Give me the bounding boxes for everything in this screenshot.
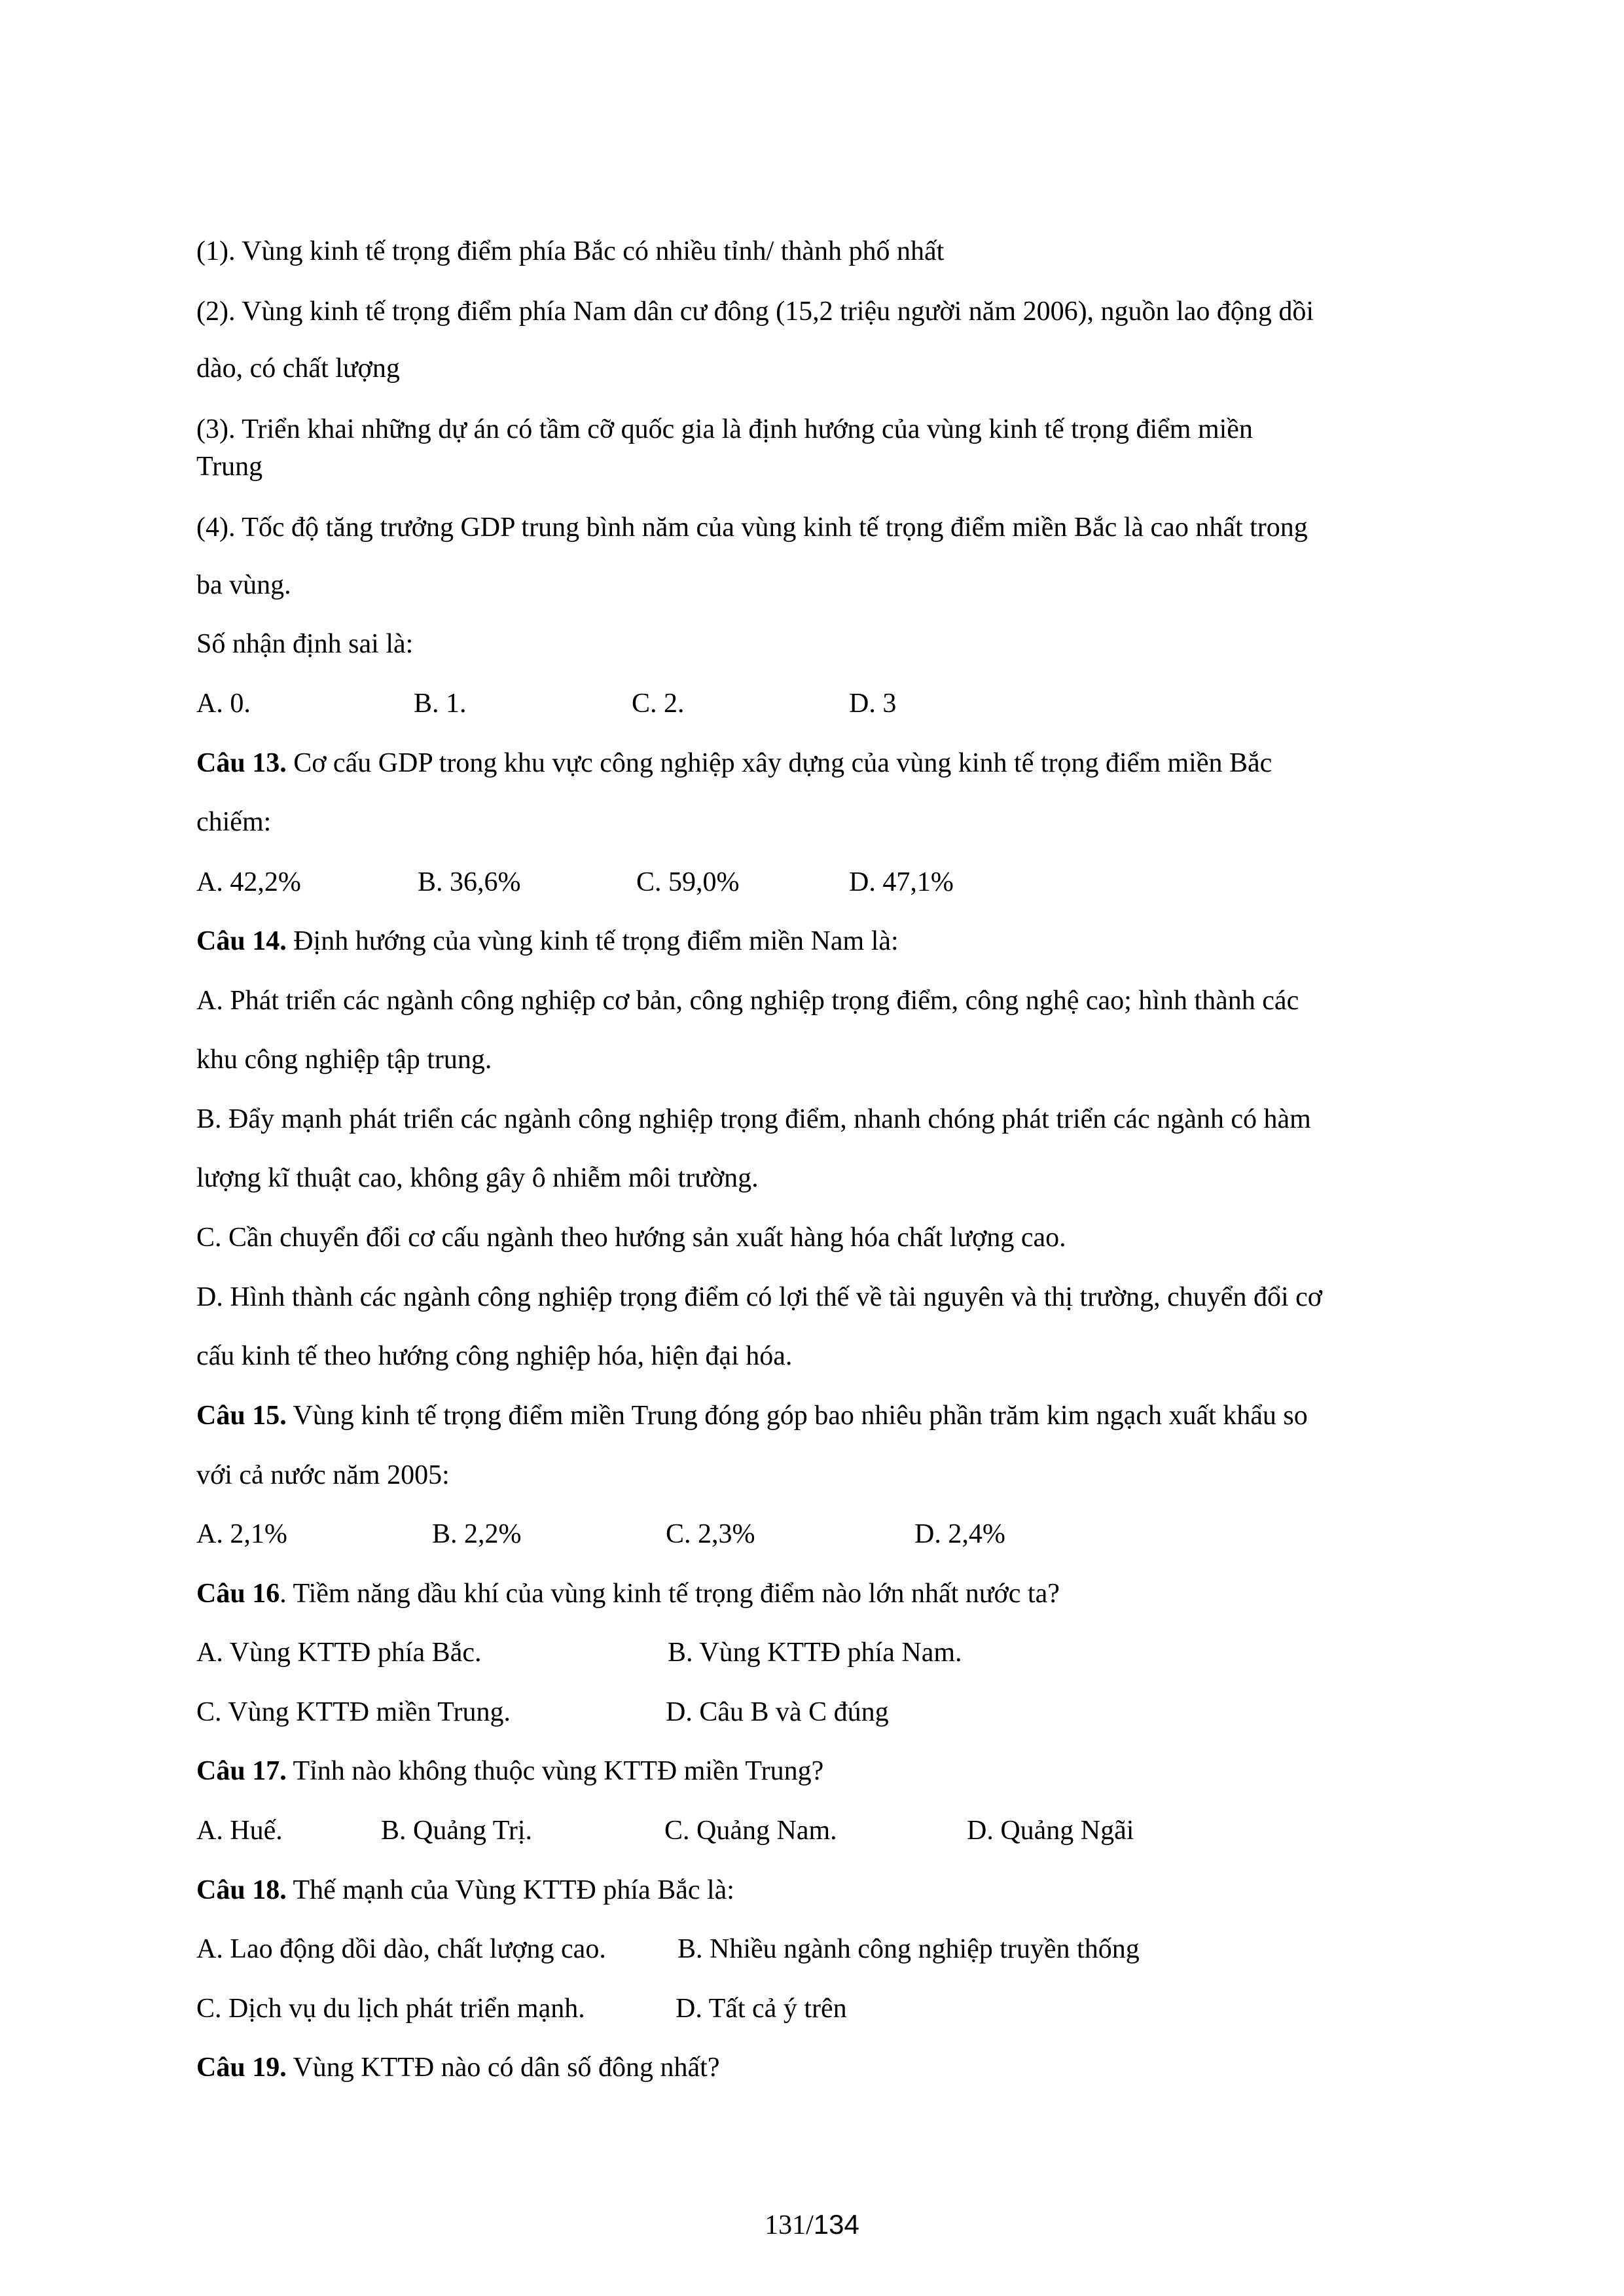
statements-option-b: B. 1. — [414, 689, 467, 719]
q15-option-a: A. 2,1% — [196, 1519, 287, 1549]
question-19-label: Câu 19. — [196, 2053, 287, 2083]
question-18 — [196, 1873, 734, 1907]
q14-option-d-line1: D. Hình thành các ngành công nghiệp trọng điểm có lợi thế về tài nguyên và thị trường, chuyển đổi cơ — [196, 1282, 1322, 1312]
question-17-label: Câu 17. — [196, 1756, 287, 1786]
question-13-text: Cơ cấu GDP trong khu vực công nghiệp xây dựng của vùng kinh tế trọng điểm miền Bắc — [286, 748, 1272, 778]
statements-option-c: C. 2. — [632, 689, 685, 719]
question-19 — [196, 2051, 719, 2085]
q14-option-d-line2: cấu kinh tế theo hướng công nghiệp hóa, hiện đại hóa. — [196, 1341, 793, 1371]
q17-option-d: D. Quảng Ngãi — [967, 1816, 1134, 1846]
q17-option-a: A. Huế. — [196, 1816, 283, 1846]
question-18-text: Thế mạnh của Vùng KTTĐ phía Bắc là: — [286, 1875, 734, 1905]
question-15 — [196, 1399, 1308, 1433]
statements-option-a: A. 0. — [196, 689, 251, 719]
question-15-label: Câu 15. — [196, 1401, 287, 1431]
q15-option-d: D. 2,4% — [914, 1519, 1005, 1549]
question-17 — [196, 1754, 823, 1788]
q17-option-c: C. Quảng Nam. — [664, 1816, 837, 1846]
statement-2-line1: (2). Vùng kinh tế trọng điểm phía Nam dân cư đông (15,2 triệu người năm 2006), nguồn lao động dồi — [196, 296, 1314, 327]
q14-option-c: C. Cần chuyển đổi cơ cấu ngành theo hướng sản xuất hàng hóa chất lượng cao. — [196, 1223, 1066, 1253]
statement-4-line1: (4). Tốc độ tăng trưởng GDP trung bình năm của vùng kinh tế trọng điểm miền Bắc là cao nhất trong — [196, 512, 1308, 543]
question-19-text: Vùng KTTĐ nào có dân số đông nhất? — [286, 2053, 720, 2083]
q14-option-a-line2: khu công nghiệp tập trung. — [196, 1045, 492, 1075]
q18-option-b: B. Nhiều ngành công nghiệp truyền thống — [677, 1934, 1140, 1964]
statements-option-d: D. 3 — [849, 689, 897, 719]
question-16 — [196, 1577, 1060, 1611]
q16-option-d: D. Câu B và C đúng — [666, 1697, 889, 1727]
q13-option-a: A. 42,2% — [196, 867, 301, 897]
q15-option-b: B. 2,2% — [432, 1519, 522, 1549]
statement-2-line2: dào, có chất lượng — [196, 353, 400, 384]
question-13-text-line2: chiếm: — [196, 807, 272, 837]
q17-option-b: B. Quảng Trị. — [381, 1816, 533, 1846]
question-16-text: . Tiềm năng dầu khí của vùng kinh tế trọng điểm nào lớn nhất nước ta? — [280, 1579, 1060, 1609]
q16-option-c: C. Vùng KTTĐ miền Trung. — [196, 1697, 511, 1727]
q18-option-d: D. Tất cả ý trên — [676, 1994, 847, 2024]
question-13 — [196, 746, 1272, 780]
q16-option-b: B. Vùng KTTĐ phía Nam. — [668, 1638, 962, 1668]
question-13-label: Câu 13. — [196, 748, 287, 778]
q13-option-c: C. 59,0% — [636, 867, 740, 897]
question-14 — [196, 924, 899, 958]
question-18-label: Câu 18. — [196, 1875, 287, 1905]
q14-option-b-line2: lượng kĩ thuật cao, không gây ô nhiễm môi trường. — [196, 1163, 759, 1193]
q14-option-a-line1: A. Phát triển các ngành công nghiệp cơ bản, công nghiệp trọng điểm, công nghệ cao; hình thành các — [196, 986, 1299, 1016]
statement-3-line1: (3). Triển khai những dự án có tầm cỡ quốc gia là định hướng của vùng kinh tế trọng điểm miền — [196, 414, 1253, 444]
question-14-text: Định hướng của vùng kinh tế trọng điểm miền Nam là: — [286, 926, 899, 956]
question-15-text: Vùng kinh tế trọng điểm miền Trung đóng góp bao nhiêu phần trăm kim ngạch xuất khẩu so — [286, 1401, 1308, 1431]
question-14-label: Câu 14. — [196, 926, 287, 956]
q13-option-b: B. 36,6% — [418, 867, 521, 897]
page-number-current: 131/ — [765, 2210, 814, 2240]
statement-4-line2: ba vùng. — [196, 570, 291, 600]
question-16-label: Câu 16 — [196, 1579, 280, 1609]
page-number — [0, 2209, 1624, 2241]
q18-option-c: C. Dịch vụ du lịch phát triển mạnh. — [196, 1994, 585, 2024]
q18-option-a: A. Lao động dồi dào, chất lượng cao. — [196, 1934, 606, 1964]
question-17-text: Tỉnh nào không thuộc vùng KTTĐ miền Trung? — [286, 1756, 824, 1786]
page-number-total: 134 — [813, 2209, 859, 2240]
q14-option-b-line1: B. Đẩy mạnh phát triển các ngành công nghiệp trọng điểm, nhanh chóng phát triển các ngành có hàm — [196, 1104, 1311, 1134]
statement-3-line2: Trung — [196, 452, 263, 482]
q13-option-d: D. 47,1% — [849, 867, 954, 897]
question-15-text-line2: với cả nước năm 2005: — [196, 1460, 450, 1490]
q15-option-c: C. 2,3% — [666, 1519, 755, 1549]
statement-1: (1). Vùng kinh tế trọng điểm phía Bắc có nhiều tỉnh/ thành phố nhất — [196, 236, 945, 266]
statement-prompt: Số nhận định sai là: — [196, 629, 414, 659]
q16-option-a: A. Vùng KTTĐ phía Bắc. — [196, 1638, 482, 1668]
